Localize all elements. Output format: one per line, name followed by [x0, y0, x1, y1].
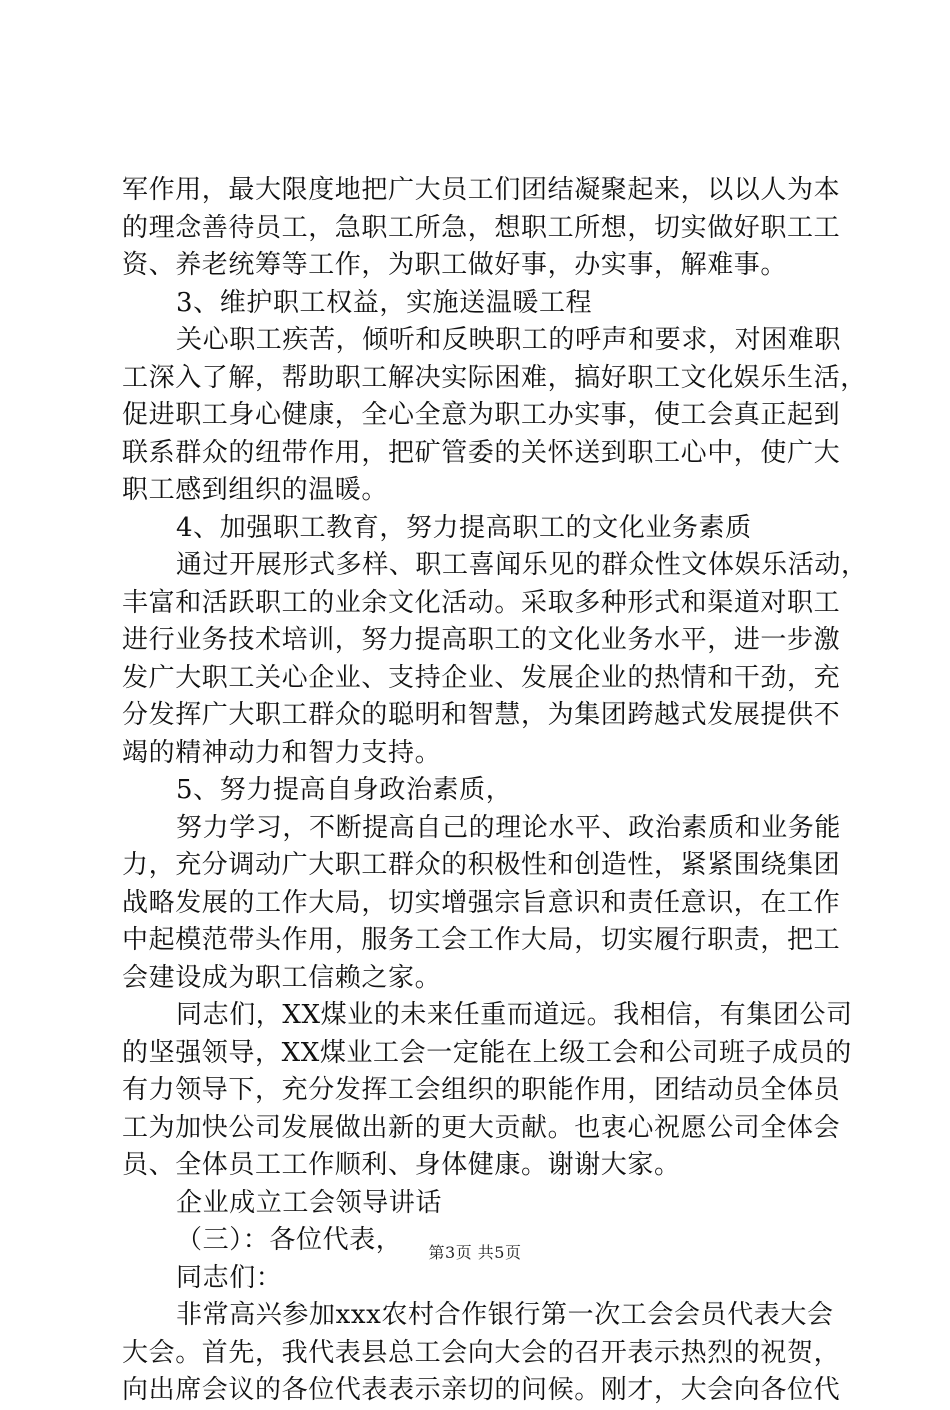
paragraph-line: 关心职工疾苦，倾听和反映职工的呼声和要求，对困难职: [176, 325, 842, 355]
paragraph-line: 企业成立工会领导讲话: [176, 1187, 443, 1218]
paragraph-line: 工深入了解，帮助职工解决实际困难，搞好职工文化娱乐生活，: [122, 362, 867, 393]
page-footer: 第3页 共5页: [428, 1243, 522, 1262]
paragraph-line: 战略发展的工作大局，切实增强宗旨意识和责任意识，在工作: [122, 887, 841, 918]
paragraph-line: 4、加强职工教育，努力提高职工的文化业务素质: [176, 512, 752, 543]
paragraph-line: 大会。首先，我代表县总工会向大会的召开表示热烈的祝贺，: [122, 1337, 841, 1368]
paragraph-line: 资、养老统筹等工作，为职工做好事，办实事，解难事。: [122, 250, 788, 280]
paragraph-line: （三）：各位代表，: [176, 1225, 403, 1255]
paragraph-line: 的坚强领导，XX煤业工会一定能在上级工会和公司班子成员的: [122, 1037, 852, 1068]
paragraph-line: 努力学习，不断提高自己的理论水平、政治素质和业务能: [176, 812, 842, 843]
paragraph-line: 同志们，XX煤业的未来任重而道远。我相信，有集团公司: [176, 1000, 853, 1030]
paragraph-line: 力，充分调动广大职工群众的积极性和创造性，紧紧围绕集团: [122, 850, 841, 880]
paragraph-line: 分发挥广大职工群众的聪明和智慧，为集团跨越式发展提供不: [122, 700, 841, 730]
paragraph-line: 工为加快公司发展做出新的更大贡献。也衷心祝愿公司全体会: [122, 1112, 841, 1143]
paragraph-line: 中起模范带头作用，服务工会工作大局，切实履行职责，把工: [122, 925, 841, 955]
paragraph-line: 有力领导下，充分发挥工会组织的职能作用，团结动员全体员: [122, 1075, 841, 1105]
paragraph-line: 员、全体员工工作顺利、身体健康。谢谢大家。: [122, 1150, 681, 1180]
document-body: [122, 172, 868, 1410]
paragraph-line: 竭的精神动力和智力支持。: [122, 737, 442, 768]
paragraph-line: 5、努力提高自身政治素质，: [176, 775, 513, 805]
paragraph-line: 同志们：: [176, 1262, 283, 1293]
paragraph-line: 3、维护职工权益，实施送温暖工程: [176, 287, 593, 318]
paragraph-line: 发广大职工关心企业、支持企业、发展企业的热情和干劲，充: [122, 662, 841, 693]
paragraph-line: 联系群众的纽带作用，把矿管委的关怀送到职工心中，使广大: [122, 437, 841, 468]
paragraph-line: 促进职工身心健康，全心全意为职工办实事，使工会真正起到: [122, 400, 841, 430]
paragraph-line: 丰富和活跃职工的业余文化活动。采取多种形式和渠道对职工: [122, 587, 841, 618]
paragraph-line: 通过开展形式多样、职工喜闻乐见的群众性文体娱乐活动，: [176, 550, 868, 580]
paragraph-line: 向出席会议的各位代表表示亲切的问候。刚才，大会向各位代: [122, 1375, 841, 1405]
paragraph-line: 的理念善待员工，急职工所急，想职工所想，切实做好职工工: [122, 212, 841, 243]
paragraph-line: 进行业务技术培训，努力提高职工的文化业务水平，进一步激: [122, 625, 841, 655]
paragraph-line: 军作用，最大限度地把广大员工们团结凝聚起来，以以人为本: [122, 175, 841, 205]
paragraph-line: 职工感到组织的温暖。: [122, 475, 389, 505]
paragraph-line: 会建设成为职工信赖之家。: [122, 962, 442, 993]
paragraph-line: 非常高兴参加xxx农村合作银行第一次工会会员代表大会: [176, 1300, 834, 1330]
